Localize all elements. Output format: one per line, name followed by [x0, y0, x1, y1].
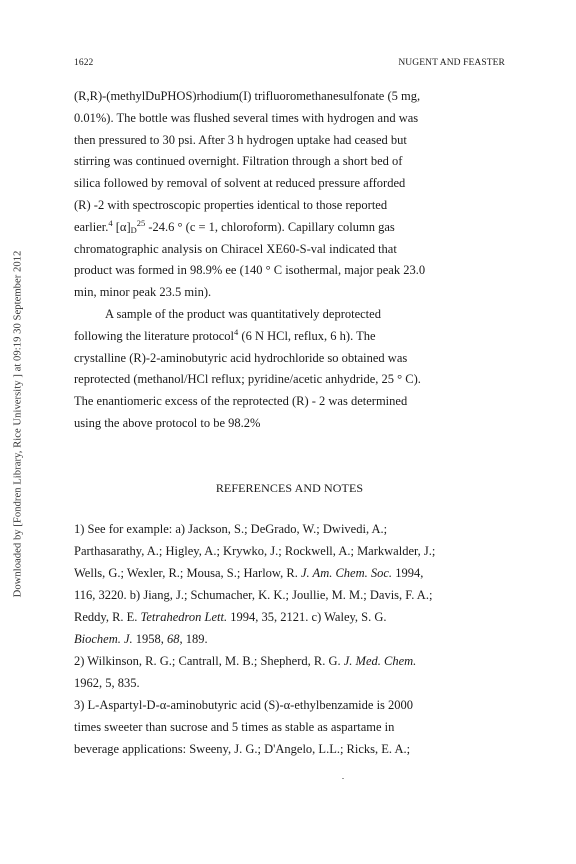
download-notice: Downloaded by [Fondren Library, Rice University ] at 09:19 30 September 2012 [12, 250, 24, 598]
body-line: The enantiomeric excess of the reprotected (R) - 2 was determined [74, 394, 408, 409]
page-header [74, 58, 505, 70]
body-line: reprotected (methanol/HCl reflux; pyridine/acetic anhydride, 25 ° C). [74, 372, 421, 387]
body-text [74, 86, 516, 435]
reference-line: 3) L-Aspartyl-D-α-aminobutyric acid (S)-α-ethylbenzamide is 2000 [74, 698, 414, 712]
reference-line: 1962, 5, 835. [74, 676, 140, 690]
reference-line: Reddy, R. E. Tetrahedron Lett. 1994, 35, 2121. c) Waley, S. G. [74, 610, 387, 624]
speck-mark [342, 778, 344, 779]
running-head: NUGENT AND FEASTER [398, 58, 505, 68]
body-line: product was formed in 98.9% ee (140 ° C isothermal, major peak 23.0 [74, 263, 426, 278]
body-line: 0.01%). The bottle was flushed several times with hydrogen and was [74, 110, 419, 125]
body-line: min, minor peak 23.5 min). [74, 285, 212, 300]
download-watermark [0, 0, 24, 864]
body-line: stirring was continued overnight. Filtration through a short bed of [74, 154, 403, 169]
reference-line: 116, 3220. b) Jiang, J.; Schumacher, K. K.; Joullie, M. M.; Davis, F. A.; [74, 588, 433, 602]
reference-line: times sweeter than sucrose and 5 times as stable as aspartame in [74, 720, 395, 734]
body-line: crystalline (R)-2-aminobutyric acid hydrochloride so obtained was [74, 350, 408, 365]
reference-line: 1) See for example: a) Jackson, S.; DeGrado, W.; Dwivedi, A.; [74, 522, 388, 536]
body-line: earlier.$^4$ $[\alpha]_D^{25}$ -24.6 ° (c = 1, chloroform). Capillary column gas [74, 217, 395, 235]
body-line: silica followed by removal of solvent at reduced pressure afforded [74, 176, 406, 191]
body-line: using the above protocol to be 98.2% [74, 415, 261, 430]
body-line: A sample of the product was quantitatively deprotected [105, 306, 381, 321]
reference-line: beverage applications: Sweeny, J. G.; D'Angelo, L.L.; Ricks, E. A.; [74, 742, 411, 756]
body-line: chromatographic analysis on Chiracel XE60-S-val indicated that [74, 241, 397, 256]
reference-line: Parthasarathy, A.; Higley, A.; Krywko, J.; Rockwell, A.; Markwalder, J.; [74, 544, 436, 558]
references-heading: REFERENCES AND NOTES [215, 481, 364, 495]
body-line: following the literature protocol$^4$ (6 N HCl, reflux, 6 h). The [74, 326, 376, 343]
page-number: 1622 [74, 58, 94, 68]
body-line: then pressured to 30 psi. After 3 h hydrogen uptake had ceased but [74, 132, 407, 147]
reference-line: 2) Wilkinson, R. G.; Cantrall, M. B.; Shepherd, R. G. J. Med. Chem. [74, 654, 417, 668]
body-line: (R,R)-(methylDuPHOS)rhodium(I) trifluoromethanesulfonate (5 mg, [74, 89, 421, 103]
reference-line: Biochem. J. 1958, 68, 189. [74, 632, 208, 646]
body-line: (R) -2 with spectroscopic properties identical to those reported [74, 197, 388, 212]
references-list [74, 518, 516, 760]
reference-line: Wells, G.; Wexler, R.; Mousa, S.; Harlow, R. J. Am. Chem. Soc. 1994, [74, 566, 424, 580]
